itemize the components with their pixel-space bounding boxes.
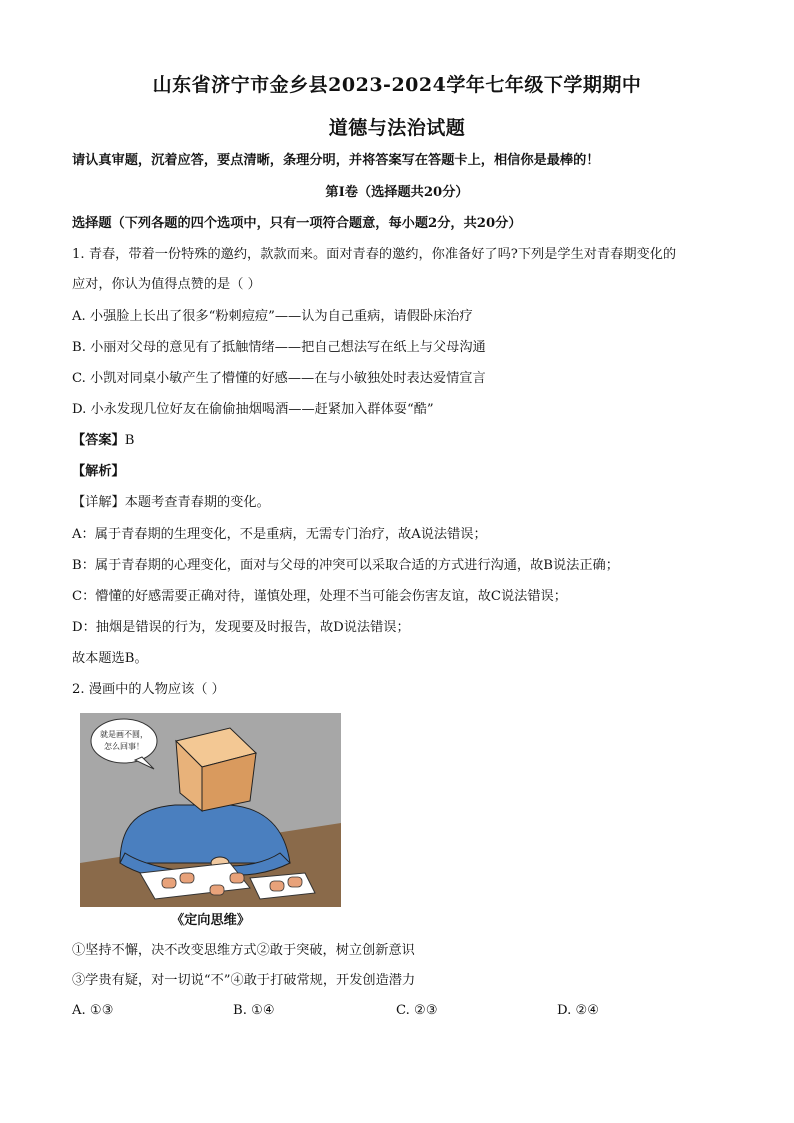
bubble-line1: 就是画不圆， [100,730,148,739]
q1-analysis [72,463,722,481]
exam-subtitle: 道德与法治试题 [328,117,466,139]
exam-instruction: 请认真审题，沉着应答，要点清晰，条理分明，并将答案写在答题卡上，相信你是最棒的！ [72,153,600,168]
q2-stem: 2. 漫画中的人物应该（ ） [72,682,225,697]
q2-option-d: D. ②④ [557,1003,600,1018]
q1-stem-line2: 应对，你认为值得点赞的是（ ） [72,277,261,292]
q1-explanation-d: D：抽烟是错误的行为，发现要及时报告，故D说法错误； [72,620,410,635]
cartoon-image [80,713,341,907]
detail-label: 【详解】 [72,495,125,510]
q1-option-a: A. 小强脸上长出了很多“粉刺痘痘”——认为自己重病，请假卧床治疗 [72,309,473,324]
q1-option-d: D. 小永发现几位好友在偷偷抽烟喝酒——赶紧加入群体耍“酷” [72,402,434,417]
section-description: 选择题（下列各题的四个选项中，只有一项符合题意，每小题2分，共20分） [72,216,522,231]
q1-answer [72,432,722,450]
bubble-line2: 怎么回事！ [104,742,144,751]
analysis-label: 【解析】 [72,464,125,479]
cartoon-caption: 《定向思维》 [170,913,251,928]
q1-explanation-a: A：属于青春期的生理变化，不是重病，无需专门治疗，故A说法错误； [72,527,487,542]
detail-text: 本题考查青春期的变化。 [124,495,270,510]
q2-statements-line1: ①坚持不懈，决不改变思维方式②敢于突破，树立创新意识 [72,943,415,958]
q1-conclusion: 故本题选B。 [72,651,148,666]
cartoon-illustration [80,713,341,907]
q1-option-b: B. 小丽对父母的意见有了抵触情绪——把自己想法写在纸上与父母沟通 [72,340,486,355]
q2-option-c: C. ②③ [396,1003,438,1018]
q1-stem-line1: 1. 青春，带着一份特殊的邀约，款款而来。面对青春的邀约，你准备好了吗?下列是学生对青春期变化的 [72,247,677,262]
answer-label: 【答案】 [72,433,125,448]
q2-statements-line2: ③学贵有疑，对一切说“不”④敢于打破常规，开发创造潜力 [72,973,416,988]
q1-explanation-b: B：属于青春期的心理变化，面对与父母的冲突可以采取合适的方式进行沟通，故B说法正确； [72,558,619,573]
q1-option-c: C. 小凯对同桌小敏产生了懵懂的好感——在与小敏独处时表达爱情宣言 [72,371,486,386]
q1-detail [72,494,722,512]
exam-title: 山东省济宁市金乡县2023-2024学年七年级下学期期中 [152,74,642,96]
q2-option-a: A. ①③ [72,1003,114,1018]
answer-value: B [124,433,135,448]
q1-explanation-c: C：懵懂的好感需要正确对待，谨慎处理，处理不当可能会伤害友谊，故C说法错误； [72,589,567,604]
section-heading: 第Ⅰ卷（选择题共20分） [325,185,469,200]
q2-option-b: B. ①④ [233,1003,275,1018]
